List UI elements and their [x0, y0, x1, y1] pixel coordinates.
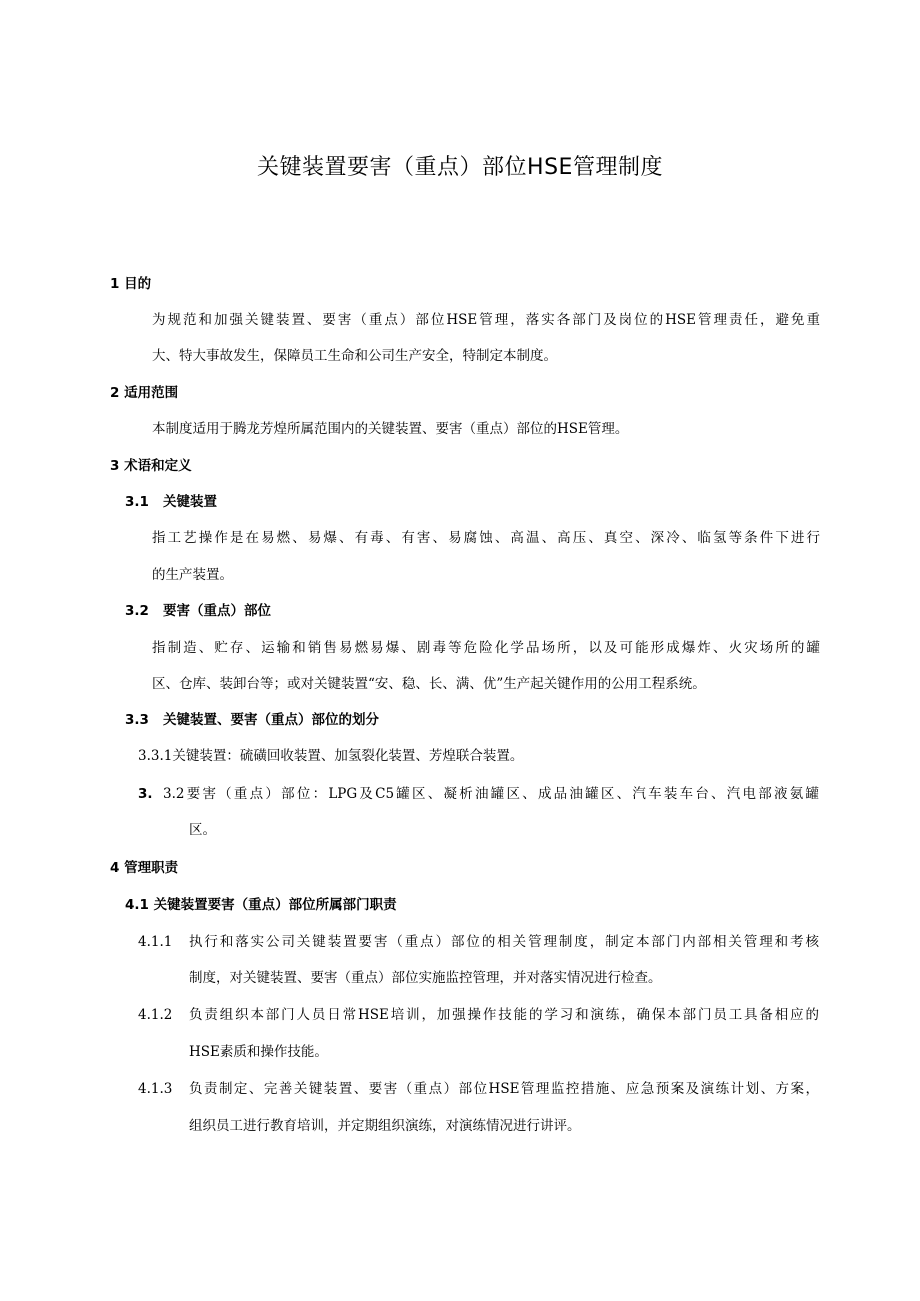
section-3-heading: 3 术语和定义: [110, 458, 192, 474]
section-3-1-number: 3.1: [125, 494, 149, 510]
section-3-1-heading: [125, 492, 217, 512]
item-4-1-3-line-1: 负责制定、完善关键装置、要害（重点）部位HSE管理监控措施、应急预案及演练计划、方案，: [189, 1081, 819, 1097]
item-4-1-3-line-2: 组织员工进行教育培训，并定期组织演练，对演练情况进行讲评。: [189, 1118, 581, 1134]
section-3-3-item-2-prefix: 3.: [138, 786, 153, 802]
section-3-2-paragraph-line-1: 指制造、贮存、运输和销售易燃易爆、剧毒等危险化学品场所，以及可能形成爆炸、火灾场所的罐: [152, 640, 820, 656]
section-2-heading: 2 适用范围: [110, 385, 179, 401]
section-1-paragraph-line-1: 为规范和加强关键装置、要害（重点）部位HSE管理，落实各部门及岗位的HSE管理责任，避免重: [152, 312, 820, 328]
section-3-3-title: 关键装置、要害（重点）部位的划分: [163, 712, 379, 728]
section-1-heading: 1 目的: [110, 276, 152, 292]
section-3-1-title: 关键装置: [163, 494, 217, 510]
section-2-paragraph: 本制度适用于腾龙芳煌所属范围内的关键装置、要害（重点）部位的HSE管理。: [152, 421, 629, 437]
section-3-3-heading: [125, 710, 379, 730]
item-4-1-2-line-1: 负责组织本部门人员日常HSE培训，加强操作技能的学习和演练，确保本部门员工具备相应的: [189, 1007, 819, 1023]
section-4-1-heading: 4.1 关键装置要害（重点）部位所属部门职责: [125, 897, 397, 913]
section-1-paragraph-line-2: 大、特大事故发生，保障员工生命和公司生产安全，特制定本制度。: [152, 348, 557, 364]
section-3-1-paragraph-line-1: 指工艺操作是在易燃、易爆、有毒、有害、易腐蚀、高温、高压、真空、深冷、临氢等条件下进行: [152, 530, 820, 546]
item-4-1-2-number: 4.1.2: [138, 1007, 173, 1023]
section-3-2-paragraph-line-2: 区、仓库、装卸台等；或对关键装置“安、稳、长、满、优”生产起关键作用的公用工程系统。: [152, 676, 706, 692]
section-3-3-item-2-line-2: 区。: [189, 822, 216, 838]
section-3-2-heading: [125, 601, 271, 621]
section-4-heading: 4 管理职责: [110, 860, 179, 876]
section-3-2-title: 要害（重点）部位: [163, 603, 271, 619]
section-3-1-paragraph-line-2: 的生产装置。: [152, 567, 233, 583]
section-3-3-number: 3.3: [125, 712, 149, 728]
item-4-1-2-line-2: HSE素质和操作技能。: [189, 1044, 328, 1060]
item-4-1-1-number: 4.1.1: [138, 934, 173, 950]
section-3-2-number: 3.2: [125, 603, 149, 619]
section-3-3-item-2-line-1: 3.2要害（重点）部位：LPG及C5罐区、凝析油罐区、成品油罐区、汽车装车台、汽电部液氨罐: [163, 786, 819, 802]
item-4-1-3-number: 4.1.3: [138, 1081, 173, 1097]
item-4-1-1-line-1: 执行和落实公司关键装置要害（重点）部位的相关管理制度，制定本部门内部相关管理和考核: [189, 934, 819, 950]
item-4-1-1-line-2: 制度，对关键装置、要害（重点）部位实施监控管理，并对落实情况进行检查。: [189, 970, 662, 986]
section-3-3-item-1: 3.3.1关键装置：硫磺回收装置、加氢裂化装置、芳煌联合装置。: [138, 748, 524, 764]
document-title: 关键装置要害（重点）部位HSE管理制度: [257, 155, 663, 180]
